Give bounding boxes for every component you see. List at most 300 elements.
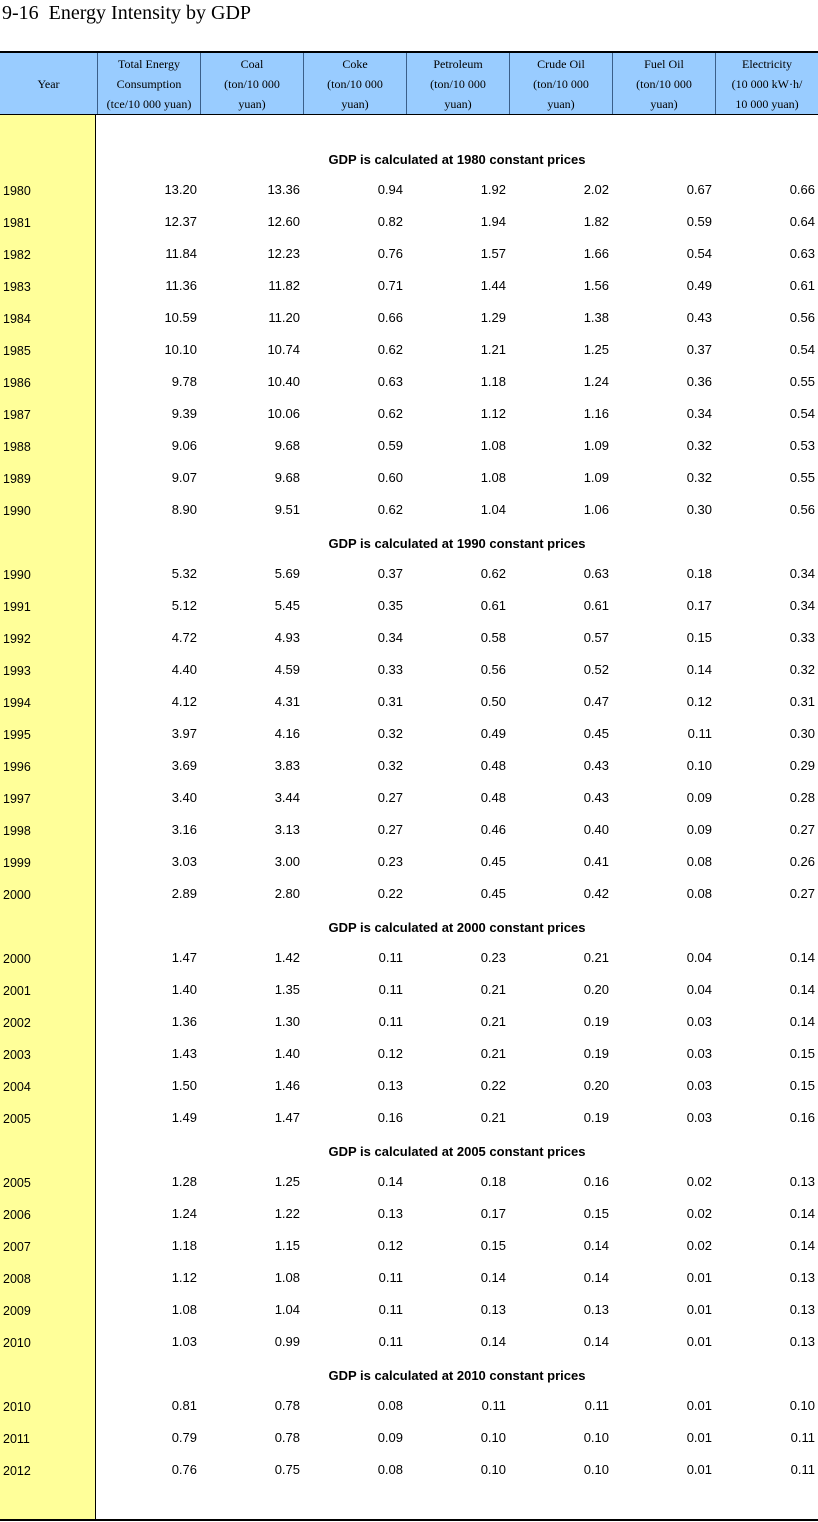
value-cell: 4.93 [274,630,300,645]
value-cell: 0.14 [480,1334,506,1349]
value-cell: 0.16 [377,1110,403,1125]
column-header-line: (10 000 kW·h/ [731,76,803,91]
table-row [0,463,818,495]
value-cell: 0.14 [789,982,815,997]
value-cell: 0.49 [480,726,506,741]
table-row [0,1167,818,1199]
value-cell: 1.49 [171,1110,197,1125]
value-cell: 1.40 [171,982,197,997]
value-cell: 0.56 [789,310,815,325]
table-row [0,655,818,687]
table-row [0,1007,818,1039]
value-cell: 9.39 [171,406,197,421]
year-cell: 2004 [3,1080,31,1094]
year-cell: 2001 [3,984,31,998]
table-row [0,399,818,431]
value-cell: 1.47 [274,1110,300,1125]
value-cell: 3.16 [171,822,197,837]
value-cell: 9.51 [274,502,300,517]
value-cell: 0.54 [789,406,815,421]
value-cell: 0.22 [480,1078,506,1093]
value-cell: 0.55 [789,374,815,389]
value-cell: 0.48 [480,758,506,773]
value-cell: 0.13 [480,1302,506,1317]
value-cell: 0.62 [377,502,403,517]
value-cell: 0.11 [378,1014,403,1029]
value-cell: 2.02 [583,182,609,197]
year-cell: 1983 [3,280,31,294]
value-cell: 0.66 [789,182,815,197]
column-header [406,53,509,114]
value-cell: 11.20 [268,310,300,325]
value-cell: 0.03 [686,1014,712,1029]
value-cell: 0.36 [686,374,712,389]
value-cell: 0.64 [789,214,815,229]
value-cell: 5.45 [274,598,300,613]
column-header-line: yuan) [650,96,678,111]
value-cell: 0.10 [583,1462,609,1477]
column-header-line: 10 000 yuan) [735,96,799,111]
value-cell: 9.78 [171,374,197,389]
column-header-line: (ton/10 000 [533,76,589,91]
value-cell: 2.80 [274,886,300,901]
year-cell: 2010 [3,1336,31,1350]
value-cell: 1.94 [480,214,506,229]
table-row [0,1423,818,1455]
value-cell: 0.13 [377,1078,403,1093]
value-cell: 0.32 [377,758,403,773]
value-cell: 1.43 [171,1046,197,1061]
value-cell: 0.12 [686,694,712,709]
value-cell: 0.14 [583,1270,609,1285]
value-cell: 0.10 [480,1462,506,1477]
value-cell: 0.11 [378,1302,403,1317]
value-cell: 4.31 [274,694,300,709]
value-cell: 0.14 [377,1174,403,1189]
value-cell: 0.59 [686,214,712,229]
value-cell: 0.11 [378,982,403,997]
value-cell: 0.04 [686,950,712,965]
table-row [0,847,818,879]
value-cell: 0.12 [377,1046,403,1061]
value-cell: 1.04 [480,502,506,517]
value-cell: 0.43 [686,310,712,325]
value-cell: 0.49 [686,278,712,293]
value-cell: 0.82 [377,214,403,229]
column-header-line: Consumption [116,76,182,91]
value-cell: 0.11 [378,1334,403,1349]
column-header-line: Year [37,76,60,91]
value-cell: 0.48 [480,790,506,805]
value-cell: 0.60 [377,470,403,485]
value-cell: 0.27 [789,822,815,837]
value-cell: 1.29 [480,310,506,325]
value-cell: 0.62 [377,342,403,357]
value-cell: 0.45 [480,886,506,901]
value-cell: 0.03 [686,1046,712,1061]
value-cell: 0.20 [583,982,609,997]
value-cell: 1.18 [171,1238,197,1253]
value-cell: 0.35 [377,598,403,613]
year-cell: 2002 [3,1016,31,1030]
value-cell: 0.13 [583,1302,609,1317]
year-cell: 1985 [3,344,31,358]
year-cell: 2000 [3,888,31,902]
value-cell: 0.99 [274,1334,300,1349]
value-cell: 10.10 [164,342,197,357]
year-cell: 2006 [3,1208,31,1222]
value-cell: 0.32 [686,470,712,485]
value-cell: 0.01 [686,1270,712,1285]
value-cell: 0.13 [789,1174,815,1189]
value-cell: 0.14 [583,1238,609,1253]
value-cell: 1.16 [583,406,609,421]
value-cell: 9.68 [274,438,300,453]
value-cell: 0.08 [377,1462,403,1477]
value-cell: 0.46 [480,822,506,837]
value-cell: 0.78 [274,1430,300,1445]
value-cell: 0.10 [686,758,712,773]
column-header-line: Coke [342,56,368,71]
value-cell: 1.12 [171,1270,197,1285]
column-header [509,53,612,114]
value-cell: 0.34 [789,598,815,613]
value-cell: 11.82 [268,278,300,293]
value-cell: 9.06 [171,438,197,453]
value-cell: 12.60 [267,214,300,229]
value-cell: 0.17 [686,598,712,613]
table-row [0,207,818,239]
value-cell: 0.02 [686,1206,712,1221]
table-row [0,1391,818,1423]
value-cell: 1.08 [274,1270,300,1285]
value-cell: 1.18 [480,374,506,389]
value-cell: 0.23 [480,950,506,965]
value-cell: 0.50 [480,694,506,709]
value-cell: 0.26 [789,854,815,869]
table-row [0,783,818,815]
table-row [0,1231,818,1263]
column-header-line: (tce/10 000 yuan) [106,96,192,111]
value-cell: 0.57 [583,630,609,645]
table-row [0,1071,818,1103]
year-cell: 1990 [3,504,31,518]
year-cell: 2003 [3,1048,31,1062]
section-label: GDP is calculated at 2010 constant prices [328,1368,586,1383]
year-cell: 1982 [3,248,31,262]
value-cell: 11.84 [165,246,197,261]
table-row [0,1455,818,1487]
value-cell: 0.22 [377,886,403,901]
value-cell: 0.34 [789,566,815,581]
column-header-line: yuan) [444,96,472,111]
table-row [0,623,818,655]
column-header-line: Total Energy [118,56,180,71]
value-cell: 1.24 [583,374,609,389]
value-cell: 1.03 [171,1334,197,1349]
value-cell: 0.10 [480,1430,506,1445]
value-cell: 0.94 [377,182,403,197]
value-cell: 12.37 [164,214,197,229]
column-header-line: yuan) [238,96,266,111]
value-cell: 0.34 [686,406,712,421]
value-cell: 0.13 [377,1206,403,1221]
table-row [0,719,818,751]
table-row [0,1327,818,1359]
value-cell: 0.71 [377,278,403,293]
value-cell: 1.82 [583,214,609,229]
table-row [0,495,818,527]
value-cell: 0.61 [480,598,506,613]
year-cell: 1986 [3,376,31,390]
value-cell: 0.13 [789,1334,815,1349]
value-cell: 0.19 [583,1014,609,1029]
value-cell: 8.90 [171,502,197,517]
value-cell: 12.23 [267,246,300,261]
column-header-line: (ton/10 000 [224,76,280,91]
value-cell: 0.63 [789,246,815,261]
value-cell: 1.92 [480,182,506,197]
column-header-line: (ton/10 000 [430,76,486,91]
column-header-line: (ton/10 000 [327,76,383,91]
value-cell: 0.23 [377,854,403,869]
column-header-line: yuan) [547,96,575,111]
value-cell: 1.40 [274,1046,300,1061]
table-row [0,1263,818,1295]
value-cell: 4.16 [274,726,300,741]
year-cell: 1980 [3,184,31,198]
table-header [0,53,818,115]
value-cell: 1.15 [274,1238,300,1253]
column-header-line: Fuel Oil [644,56,684,71]
value-cell: 0.45 [583,726,609,741]
value-cell: 4.40 [171,662,197,677]
value-cell: 0.14 [686,662,712,677]
value-cell: 0.31 [789,694,815,709]
value-cell: 0.10 [583,1430,609,1445]
value-cell: 0.11 [790,1430,815,1445]
value-cell: 1.30 [274,1014,300,1029]
value-cell: 0.61 [583,598,609,613]
value-cell: 1.24 [171,1206,197,1221]
value-cell: 1.35 [274,982,300,997]
year-cell: 2005 [3,1112,31,1126]
table-title: 9-16 Energy Intensity by GDP [2,2,252,24]
value-cell: 3.83 [274,758,300,773]
value-cell: 0.59 [377,438,403,453]
value-cell: 0.11 [790,1462,815,1477]
value-cell: 0.53 [789,438,815,453]
value-cell: 1.25 [583,342,609,357]
value-cell: 4.59 [274,662,300,677]
value-cell: 3.03 [171,854,197,869]
table-row [0,879,818,911]
value-cell: 2.89 [171,886,197,901]
year-cell: 2010 [3,1400,31,1414]
table-row [0,815,818,847]
value-cell: 1.04 [274,1302,300,1317]
value-cell: 10.74 [267,342,300,357]
table-row [0,1295,818,1327]
value-cell: 0.30 [789,726,815,741]
table-row [0,943,818,975]
value-cell: 11.36 [165,278,197,293]
value-cell: 0.30 [686,502,712,517]
value-cell: 0.21 [480,982,506,997]
table-row [0,431,818,463]
value-cell: 3.00 [274,854,300,869]
value-cell: 0.55 [789,470,815,485]
column-header [303,53,406,114]
value-cell: 1.38 [583,310,609,325]
value-cell: 0.15 [480,1238,506,1253]
year-cell: 1998 [3,824,31,838]
year-cell: 1994 [3,696,31,710]
value-cell: 5.69 [274,566,300,581]
value-cell: 4.12 [171,694,197,709]
table-row [0,975,818,1007]
value-cell: 0.11 [378,950,403,965]
value-cell: 1.22 [274,1206,300,1221]
value-cell: 0.75 [274,1462,300,1477]
value-cell: 0.79 [171,1430,197,1445]
value-cell: 0.15 [789,1046,815,1061]
value-cell: 0.02 [686,1174,712,1189]
value-cell: 13.36 [267,182,300,197]
value-cell: 1.28 [171,1174,197,1189]
value-cell: 0.11 [584,1398,609,1413]
value-cell: 0.14 [480,1270,506,1285]
value-cell: 0.03 [686,1078,712,1093]
year-cell: 2007 [3,1240,31,1254]
value-cell: 1.12 [480,406,506,421]
year-cell: 1984 [3,312,31,326]
table-row [0,591,818,623]
value-cell: 4.72 [171,630,197,645]
value-cell: 0.14 [789,1014,815,1029]
year-cell: 2012 [3,1464,31,1478]
value-cell: 9.07 [171,470,197,485]
value-cell: 0.31 [377,694,403,709]
year-cell: 2005 [3,1176,31,1190]
value-cell: 1.56 [583,278,609,293]
table-row [0,1103,818,1135]
value-cell: 0.01 [686,1302,712,1317]
year-cell: 2009 [3,1304,31,1318]
column-header-line: Electricity [742,56,792,71]
column-header-line: Petroleum [433,56,483,71]
value-cell: 0.02 [686,1238,712,1253]
value-cell: 0.76 [377,246,403,261]
value-cell: 0.42 [583,886,609,901]
table-row [0,335,818,367]
value-cell: 0.10 [789,1398,815,1413]
year-cell: 2008 [3,1272,31,1286]
value-cell: 0.52 [583,662,609,677]
value-cell: 1.44 [480,278,506,293]
value-cell: 0.21 [480,1110,506,1125]
bottom-rule [0,1519,818,1521]
value-cell: 0.54 [686,246,712,261]
value-cell: 0.09 [686,790,712,805]
value-cell: 9.68 [274,470,300,485]
table-row [0,175,818,207]
year-cell: 1989 [3,472,31,486]
year-cell: 1987 [3,408,31,422]
column-header [97,53,200,114]
value-cell: 0.13 [789,1302,815,1317]
value-cell: 0.12 [377,1238,403,1253]
value-cell: 0.18 [686,566,712,581]
value-cell: 0.76 [171,1462,197,1477]
value-cell: 0.66 [377,310,403,325]
value-cell: 0.45 [480,854,506,869]
value-cell: 0.21 [583,950,609,965]
year-cell: 1999 [3,856,31,870]
value-cell: 0.03 [686,1110,712,1125]
value-cell: 0.16 [583,1174,609,1189]
value-cell: 0.14 [583,1334,609,1349]
table-row [0,303,818,335]
value-cell: 0.13 [789,1270,815,1285]
value-cell: 1.09 [583,470,609,485]
value-cell: 1.08 [480,470,506,485]
column-header [200,53,303,114]
value-cell: 1.42 [274,950,300,965]
column-header [0,53,97,114]
value-cell: 0.32 [686,438,712,453]
value-cell: 5.12 [171,598,197,613]
year-cell: 1993 [3,664,31,678]
value-cell: 0.21 [480,1014,506,1029]
value-cell: 0.43 [583,758,609,773]
value-cell: 0.54 [789,342,815,357]
table-row [0,1199,818,1231]
year-cell: 1988 [3,440,31,454]
value-cell: 0.63 [583,566,609,581]
value-cell: 0.43 [583,790,609,805]
value-cell: 0.17 [480,1206,506,1221]
value-cell: 0.27 [377,822,403,837]
year-cell: 2011 [3,1432,30,1446]
year-cell: 1981 [3,216,31,230]
value-cell: 0.28 [789,790,815,805]
value-cell: 0.47 [583,694,609,709]
value-cell: 0.11 [378,1270,403,1285]
value-cell: 0.61 [789,278,815,293]
table-row [0,367,818,399]
table-row [0,559,818,591]
year-cell: 1991 [3,600,31,614]
value-cell: 0.78 [274,1398,300,1413]
table-row [0,687,818,719]
value-cell: 0.19 [583,1046,609,1061]
value-cell: 13.20 [164,182,197,197]
value-cell: 0.11 [481,1398,506,1413]
value-cell: 0.15 [686,630,712,645]
value-cell: 1.57 [480,246,506,261]
year-cell: 2000 [3,952,31,966]
value-cell: 0.14 [789,1206,815,1221]
value-cell: 0.20 [583,1078,609,1093]
value-cell: 1.47 [171,950,197,965]
section-label: GDP is calculated at 2000 constant prices [328,920,586,935]
value-cell: 1.66 [583,246,609,261]
value-cell: 1.36 [171,1014,197,1029]
value-cell: 0.04 [686,982,712,997]
year-cell: 1996 [3,760,31,774]
value-cell: 0.01 [686,1334,712,1349]
